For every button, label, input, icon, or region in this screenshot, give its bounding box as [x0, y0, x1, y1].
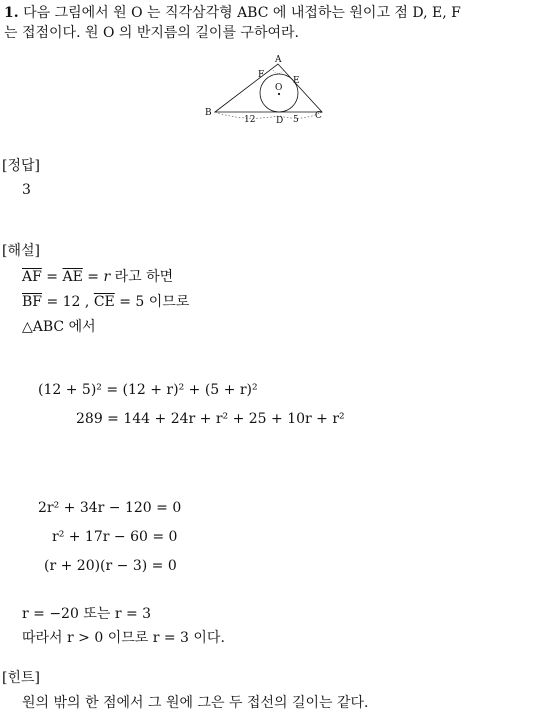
- segment-ce: $\overline{CE}$: [93, 294, 115, 310]
- bf-value: = 12 ,: [46, 294, 90, 310]
- triangle-abc: [215, 64, 322, 112]
- segment-bf: $\overline{BF}$: [22, 294, 43, 310]
- label-o: O: [275, 83, 283, 93]
- segment-ae: $\overline{AE}$: [62, 269, 83, 285]
- question-number: 1.: [4, 5, 19, 21]
- center-point: [278, 93, 280, 95]
- segment-af: $\overline{AF}$: [22, 269, 42, 285]
- answer-heading: [정답]: [2, 158, 40, 174]
- line1-tail: 라고 하면: [114, 269, 174, 285]
- label-d: D: [276, 116, 284, 126]
- solution-1: r = −20 또는 r = 3: [22, 606, 152, 622]
- explanation-heading: [해설]: [2, 243, 40, 259]
- question-line-1: [4, 2, 461, 22]
- equation-1: (12 + 5)² = (12 + r)² + (5 + r)²: [38, 382, 258, 398]
- angle-mark-a: [273, 70, 284, 74]
- explanation-line-1: $\overline{AF} = \overline{AE} = r$ 라고 하면: [22, 269, 174, 285]
- line2-tail: 이므로: [148, 294, 190, 310]
- label-e: E: [293, 76, 300, 86]
- solution-2: 따라서 r > 0 이므로 r = 3 이다.: [22, 630, 225, 646]
- answer-value: 3: [22, 182, 31, 198]
- length-dc: 5: [293, 115, 299, 125]
- question-text-1: 다음 그림에서 원 O 는 직각삼각형 ABC 에 내접하는 원이고 점 D, E, F: [23, 5, 461, 21]
- hint-text: 원의 밖의 한 점에서 그 원에 그은 두 접선의 길이는 같다.: [22, 695, 369, 711]
- hint-heading: [힌트]: [2, 670, 40, 686]
- equation-2: 289 = 144 + 24r + r² + 25 + 10r + r²: [76, 411, 345, 427]
- label-b: B: [205, 108, 212, 118]
- explanation-line-2: [22, 291, 189, 311]
- length-bd: 12: [244, 115, 256, 125]
- equation-4: r² + 17r − 60 = 0: [52, 529, 178, 545]
- question-text-2: 는 접점이다. 원 O 의 반지름의 길이를 구하여라.: [4, 25, 299, 41]
- triangle-figure: [204, 50, 334, 130]
- label-c: C: [315, 111, 322, 121]
- explanation-line-3: △ABC 에서: [22, 319, 96, 335]
- label-f: F: [258, 70, 265, 80]
- label-a: A: [275, 55, 282, 65]
- equation-5: (r + 20)(r − 3) = 0: [44, 558, 177, 574]
- var-r: r: [103, 269, 111, 285]
- equation-3: 2r² + 34r − 120 = 0: [38, 500, 182, 516]
- ce-value: = 5: [119, 294, 145, 310]
